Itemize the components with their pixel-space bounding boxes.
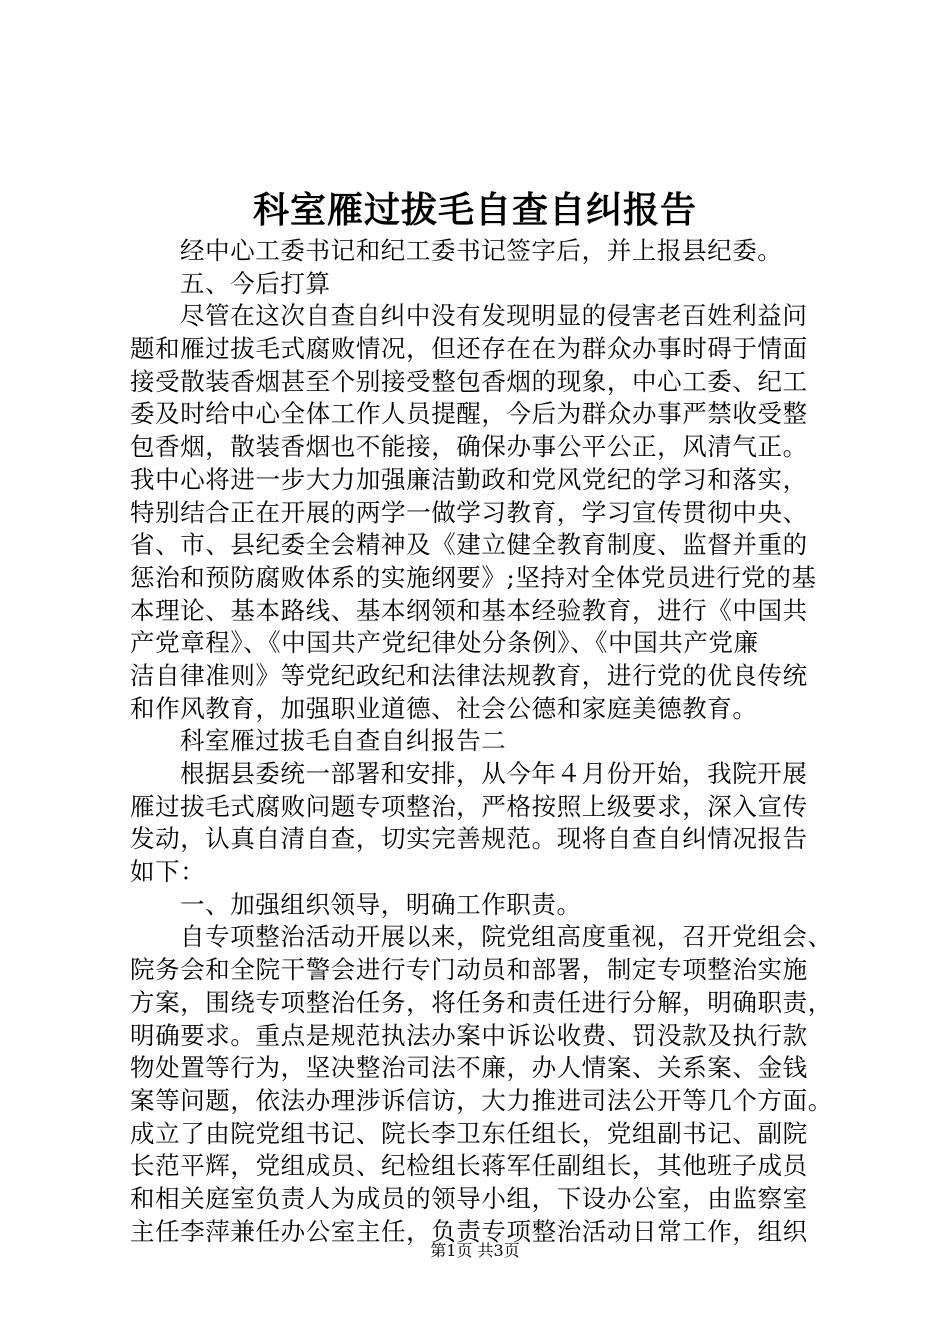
text-line: 院务会和全院干警会进行专门动员和部署，制定专项整治实施 <box>130 955 808 985</box>
text-line: 发动，认真自清自查，切实完善规范。现将自查自纠情况报告 <box>130 824 808 854</box>
text-line: 本理论、基本路线、基本纲领和基本经验教育，进行《中国共 <box>130 595 808 625</box>
text-line: 五、今后打算 <box>180 268 331 298</box>
text-line: 一、加强组织领导，明确工作职责。 <box>180 889 582 919</box>
text-line: 物处置等行为，坚决整治司法不廉，办人情案、关系案、金钱 <box>130 1053 808 1083</box>
document-body <box>130 235 850 1248</box>
document-title: 科室雁过拔毛自查自纠报告 <box>252 189 697 231</box>
text-line: 案等问题，依法办理涉诉信访，大力推进司法公开等几个方面。 <box>130 1085 833 1115</box>
text-line: 产党章程》、《中国共产党纪律处分条例》、《中国共产党廉 <box>130 628 759 658</box>
text-line: 方案，围绕专项整治任务，将任务和责任进行分解，明确职责， <box>130 987 833 1017</box>
text-line: 特别结合正在开展的两学一做学习教育，学习宣传贯彻中央、 <box>130 497 808 527</box>
text-line: 如下： <box>130 857 206 887</box>
text-line: 和作风教育，加强职业道德、社会公德和家庭美德教育。 <box>130 693 758 723</box>
text-line: 成立了由院党组书记、院长李卫东任组长，党组副书记、副院 <box>130 1118 808 1148</box>
text-line: 尽管在这次自查自纠中没有发现明显的侵害老百姓利益问 <box>180 301 808 331</box>
text-line: 明确要求。重点是规范执法办案中诉讼收费、罚没款及执行款 <box>130 1020 808 1050</box>
text-line: 题和雁过拔毛式腐败情况，但还存在在为群众办事时碍于情面 <box>130 334 808 364</box>
text-line: 委及时给中心全体工作人员提醒，今后为群众办事严禁收受整 <box>130 399 808 429</box>
page-footer: 第1页 共3页 <box>430 1241 520 1260</box>
text-line: 长范平辉，党组成员、纪检组长蒋军任副组长，其他班子成员 <box>130 1151 808 1181</box>
text-line: 主任李萍兼任办公室主任，负责专项整治活动日常工作，组织 <box>130 1216 808 1246</box>
text-line: 和相关庭室负责人为成员的领导小组，下设办公室，由监察室 <box>130 1183 808 1213</box>
text-line: 科室雁过拔毛自查自纠报告二 <box>180 726 507 756</box>
text-line: 接受散装香烟甚至个别接受整包香烟的现象，中心工委、纪工 <box>130 366 808 396</box>
text-line: 我中心将进一步大力加强廉洁勤政和党风党纪的学习和落实， <box>130 464 808 494</box>
text-line: 雁过拔毛式腐败问题专项整治，严格按照上级要求，深入宣传 <box>130 791 808 821</box>
text-line: 省、市、县纪委全会精神及《建立健全教育制度、监督并重的 <box>130 530 808 560</box>
text-line: 包香烟，散装香烟也不能接，确保办事公平公正，风清气正。 <box>130 432 808 462</box>
text-line: 洁自律准则》等党纪政纪和法律法规教育，进行党的优良传统 <box>130 660 808 690</box>
text-line: 惩治和预防腐败体系的实施纲要》;坚持对全体党员进行党的基 <box>130 562 817 592</box>
text-line: 自专项整治活动开展以来，院党组高度重视，召开党组会、 <box>180 922 833 952</box>
text-line: 根据县委统一部署和安排，从今年４月份开始，我院开展 <box>180 759 808 788</box>
text-line: 经中心工委书记和纪工委书记签字后，并上报县纪委。 <box>180 236 783 265</box>
